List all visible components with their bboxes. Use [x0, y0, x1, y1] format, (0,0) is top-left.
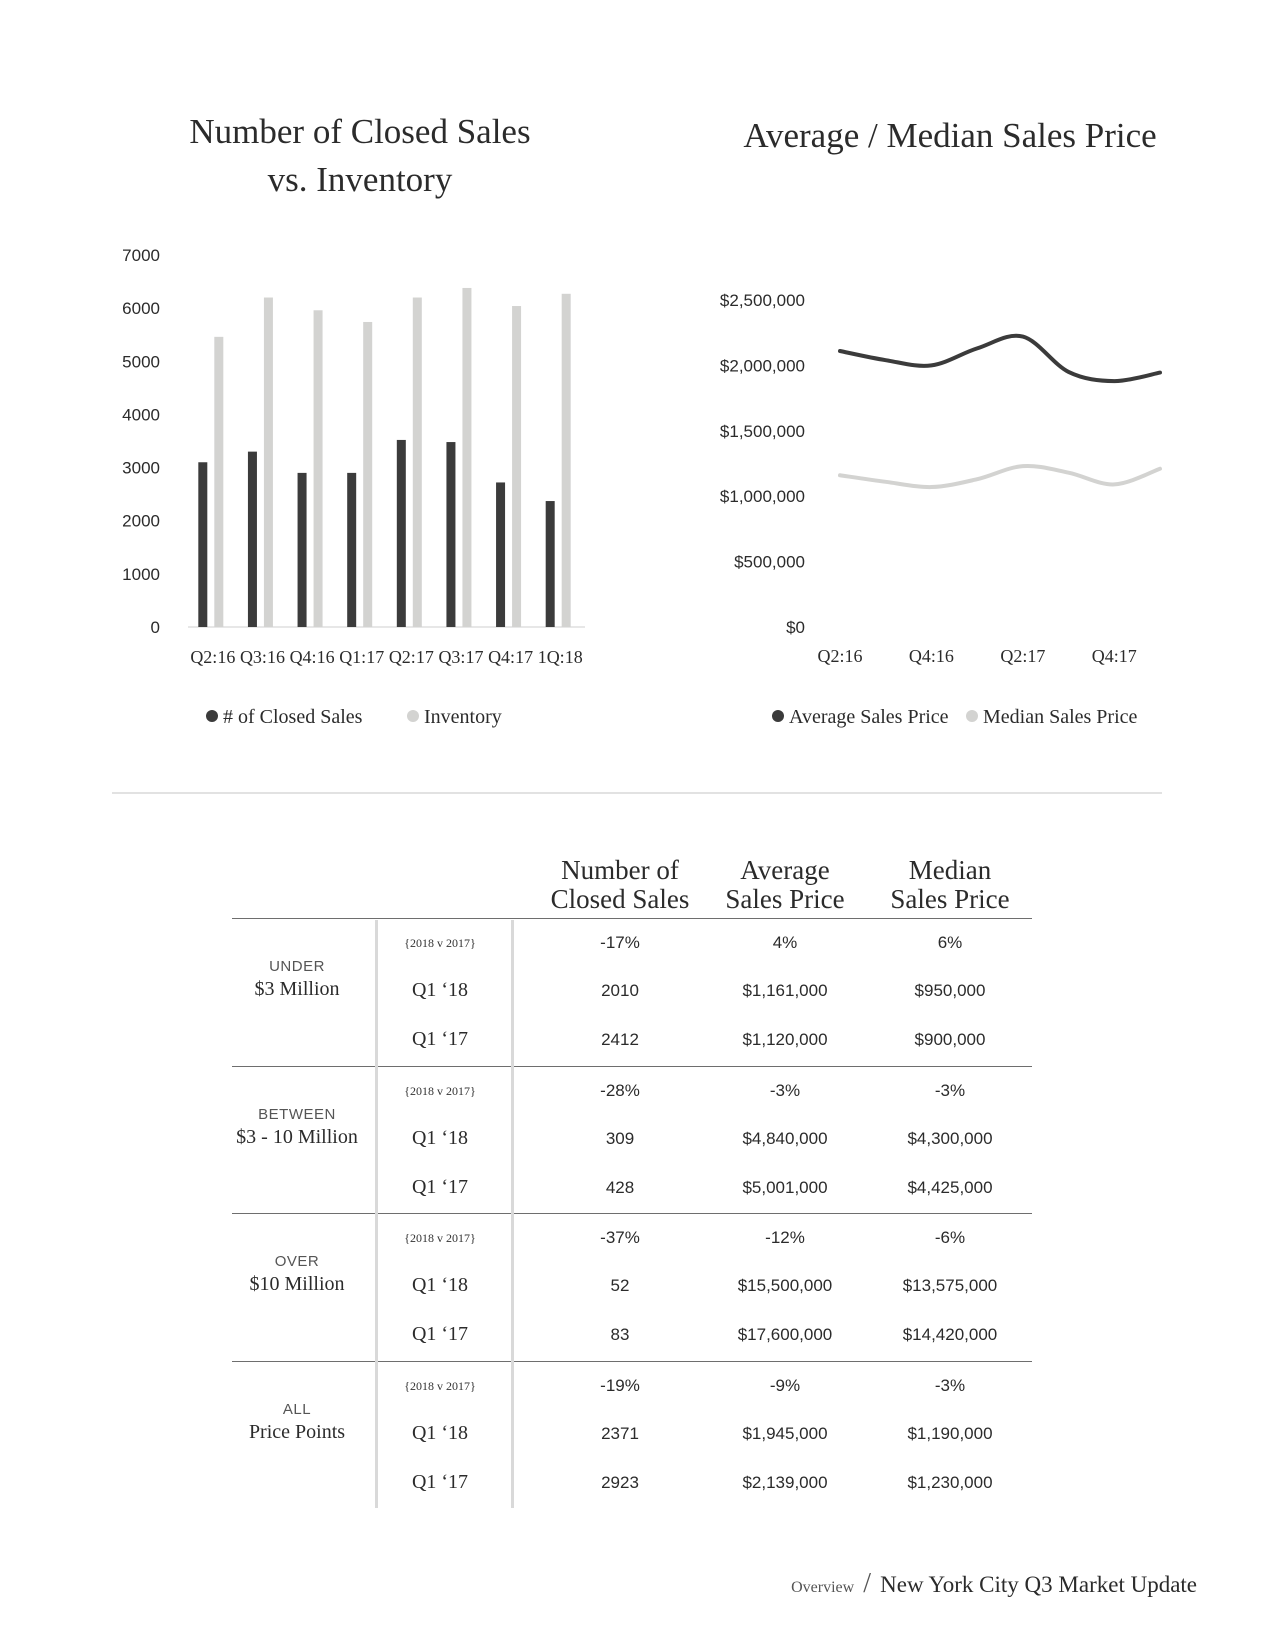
bar-y-tick-label: 5000 [122, 352, 160, 372]
bar-y-tick-label: 0 [150, 618, 160, 637]
table-cell: -6% [934, 1228, 966, 1247]
table-cell: 6% [937, 933, 963, 952]
bar-x-tick-label: 1Q:18 [537, 647, 583, 667]
legend-median-label: Median Sales Price [983, 706, 1138, 728]
table-cell: $14,420,000 [902, 1325, 998, 1344]
page-footer [791, 1568, 1197, 1600]
table-cell: $13,575,000 [902, 1276, 998, 1295]
line-average-sales-price [840, 336, 1160, 381]
column-header-line2: Closed Sales [550, 884, 690, 914]
bar-inventory [214, 337, 223, 627]
group-label-bottom: $10 Million [249, 1273, 345, 1295]
table-cell: -3% [769, 1080, 801, 1100]
table-cell: -12% [765, 1228, 805, 1247]
footer-title: New York City Q3 Market Update [880, 1572, 1197, 1597]
bar-closed-sales [347, 473, 356, 627]
bar-inventory [462, 288, 471, 627]
group-label-top: BETWEEN [258, 1105, 336, 1123]
bar-y-tick-label: 3000 [122, 458, 160, 478]
table-cell: -3% [934, 1375, 966, 1395]
table-cell: -37% [600, 1228, 640, 1247]
bar-y-tick-label: 6000 [122, 299, 160, 319]
legend-inventory-marker [407, 710, 419, 722]
legend-closed-sales-marker [206, 710, 218, 722]
group-separator [232, 1066, 1032, 1067]
bar-closed-sales [248, 452, 257, 627]
column-header [850, 856, 1050, 914]
row-label-comparison: {2018 v 2017} [404, 1378, 476, 1393]
column-header-line2: Sales Price [725, 884, 845, 914]
table-cell: $1,190,000 [907, 1423, 993, 1443]
table-cell: $4,425,000 [907, 1177, 993, 1197]
group-separator [232, 918, 1032, 919]
column-header-line1: Number of [561, 855, 679, 885]
table-cell: 2371 [601, 1423, 639, 1443]
line-y-tick-label: $0 [786, 618, 805, 637]
table-cell: 428 [605, 1177, 635, 1197]
table-divider-left [375, 920, 378, 1508]
line-median-sales-price [840, 466, 1160, 487]
bar-x-tick-label: Q3:16 [239, 647, 285, 667]
table-cell: -9% [769, 1375, 801, 1395]
table-cell: -3% [934, 1080, 966, 1100]
line-chart-title: Average / Median Sales Price [743, 116, 1157, 155]
line-x-tick-label: Q4:17 [1091, 646, 1137, 666]
table-cell: $15,500,000 [737, 1276, 833, 1295]
bar-closed-sales [198, 462, 207, 627]
group-separator [232, 1361, 1032, 1362]
legend-average-marker [772, 710, 784, 722]
line-y-tick-label: $1,000,000 [719, 487, 805, 507]
table-cell: 309 [605, 1128, 635, 1148]
legend-inventory-label: Inventory [424, 706, 502, 728]
bar-x-tick-label: Q3:17 [438, 647, 484, 667]
bar-inventory [363, 322, 372, 627]
legend-median-marker [966, 710, 978, 722]
legend-closed-sales-label: # of Closed Sales [223, 706, 363, 728]
column-header-line2: Sales Price [890, 884, 1010, 914]
table-cell: 52 [610, 1276, 630, 1295]
group-label-top: OVER [274, 1253, 320, 1270]
line-y-tick-label: $1,500,000 [719, 421, 805, 441]
column-header [520, 856, 720, 914]
bar-y-tick-label: 4000 [122, 405, 160, 425]
table-cell: $1,120,000 [742, 1030, 828, 1049]
table-divider-right [511, 920, 514, 1508]
column-header-line1: Average [740, 855, 830, 885]
bar-chart [0, 0, 640, 760]
footer-separator: / [863, 1568, 872, 1599]
line-y-tick-label: $2,000,000 [719, 356, 805, 376]
bar-closed-sales [496, 482, 505, 627]
bar-x-tick-label: Q2:16 [190, 647, 236, 667]
table-cell: $4,300,000 [907, 1128, 993, 1148]
footer-section: Overview [791, 1579, 855, 1596]
row-label-quarter: Q1 ‘17 [411, 1470, 469, 1493]
row-label-comparison: {2018 v 2017} [404, 1083, 476, 1098]
group-label-bottom: $3 - 10 Million [236, 1125, 358, 1148]
line-chart [640, 0, 1275, 760]
bar-closed-sales [546, 501, 555, 627]
bar-y-tick-label: 1000 [122, 564, 160, 584]
line-x-tick-label: Q2:17 [1000, 646, 1046, 666]
table-cell: 2010 [601, 981, 639, 1000]
table-cell: $5,001,000 [742, 1177, 828, 1197]
line-x-tick-label: Q2:16 [817, 646, 863, 666]
bar-chart-title-line2: vs. Inventory [267, 160, 453, 199]
row-label-quarter: Q1 ‘18 [411, 979, 469, 1001]
row-label-comparison: {2018 v 2017} [404, 936, 476, 950]
group-label-top: UNDER [269, 958, 325, 975]
row-label-quarter: Q1 ‘18 [411, 1126, 469, 1149]
group-separator [232, 1213, 1032, 1214]
section-divider [112, 792, 1162, 794]
bar-y-tick-label: 2000 [122, 511, 160, 531]
bar-inventory [512, 306, 521, 627]
table-cell: -19% [600, 1375, 640, 1395]
bar-chart-title-line1: Number of Closed Sales [189, 112, 531, 151]
bar-x-tick-label: Q2:17 [388, 647, 434, 667]
line-x-tick-label: Q4:16 [908, 646, 954, 666]
line-y-tick-label: $2,500,000 [719, 291, 805, 310]
table-cell: -17% [600, 933, 640, 952]
column-header [685, 856, 885, 914]
table-cell: $4,840,000 [742, 1128, 828, 1148]
row-label-quarter: Q1 ‘18 [411, 1421, 469, 1444]
table-cell: 2923 [601, 1472, 639, 1492]
table-cell: 2412 [601, 1030, 639, 1049]
table-cell: $1,945,000 [742, 1423, 828, 1443]
column-header-line1: Median [908, 855, 992, 885]
bar-y-tick-label: 7000 [122, 246, 160, 265]
row-label-comparison: {2018 v 2017} [404, 1231, 476, 1245]
bar-x-tick-label: Q1:17 [339, 647, 385, 667]
bar-closed-sales [397, 440, 406, 627]
table-cell: $2,139,000 [742, 1472, 828, 1492]
line-y-tick-label: $500,000 [734, 552, 805, 572]
row-label-quarter: Q1 ‘17 [411, 1175, 469, 1198]
table-cell: $950,000 [914, 981, 986, 1000]
row-label-quarter: Q1 ‘17 [411, 1323, 469, 1345]
row-label-quarter: Q1 ‘17 [411, 1028, 469, 1050]
bar-x-tick-label: Q4:17 [488, 647, 534, 667]
bar-x-tick-label: Q4:16 [289, 647, 335, 667]
row-label-quarter: Q1 ‘18 [411, 1274, 469, 1296]
group-label-bottom: Price Points [248, 1420, 346, 1443]
bar-closed-sales [446, 442, 455, 627]
table-cell: $1,230,000 [907, 1472, 993, 1492]
table-cell: -28% [600, 1080, 640, 1100]
group-label-top: ALL [282, 1400, 312, 1418]
group-label-bottom: $3 Million [254, 978, 340, 1000]
table-cell: 83 [610, 1325, 630, 1344]
table-cell: $17,600,000 [737, 1325, 833, 1344]
bar-inventory [413, 298, 422, 627]
bar-inventory [314, 310, 323, 627]
table-cell: 4% [772, 933, 798, 952]
table-cell: $1,161,000 [742, 981, 828, 1000]
bar-closed-sales [298, 473, 307, 627]
legend-average-label: Average Sales Price [789, 706, 949, 728]
bar-inventory [562, 294, 571, 627]
bar-inventory [264, 298, 273, 627]
table-cell: $900,000 [914, 1030, 986, 1049]
